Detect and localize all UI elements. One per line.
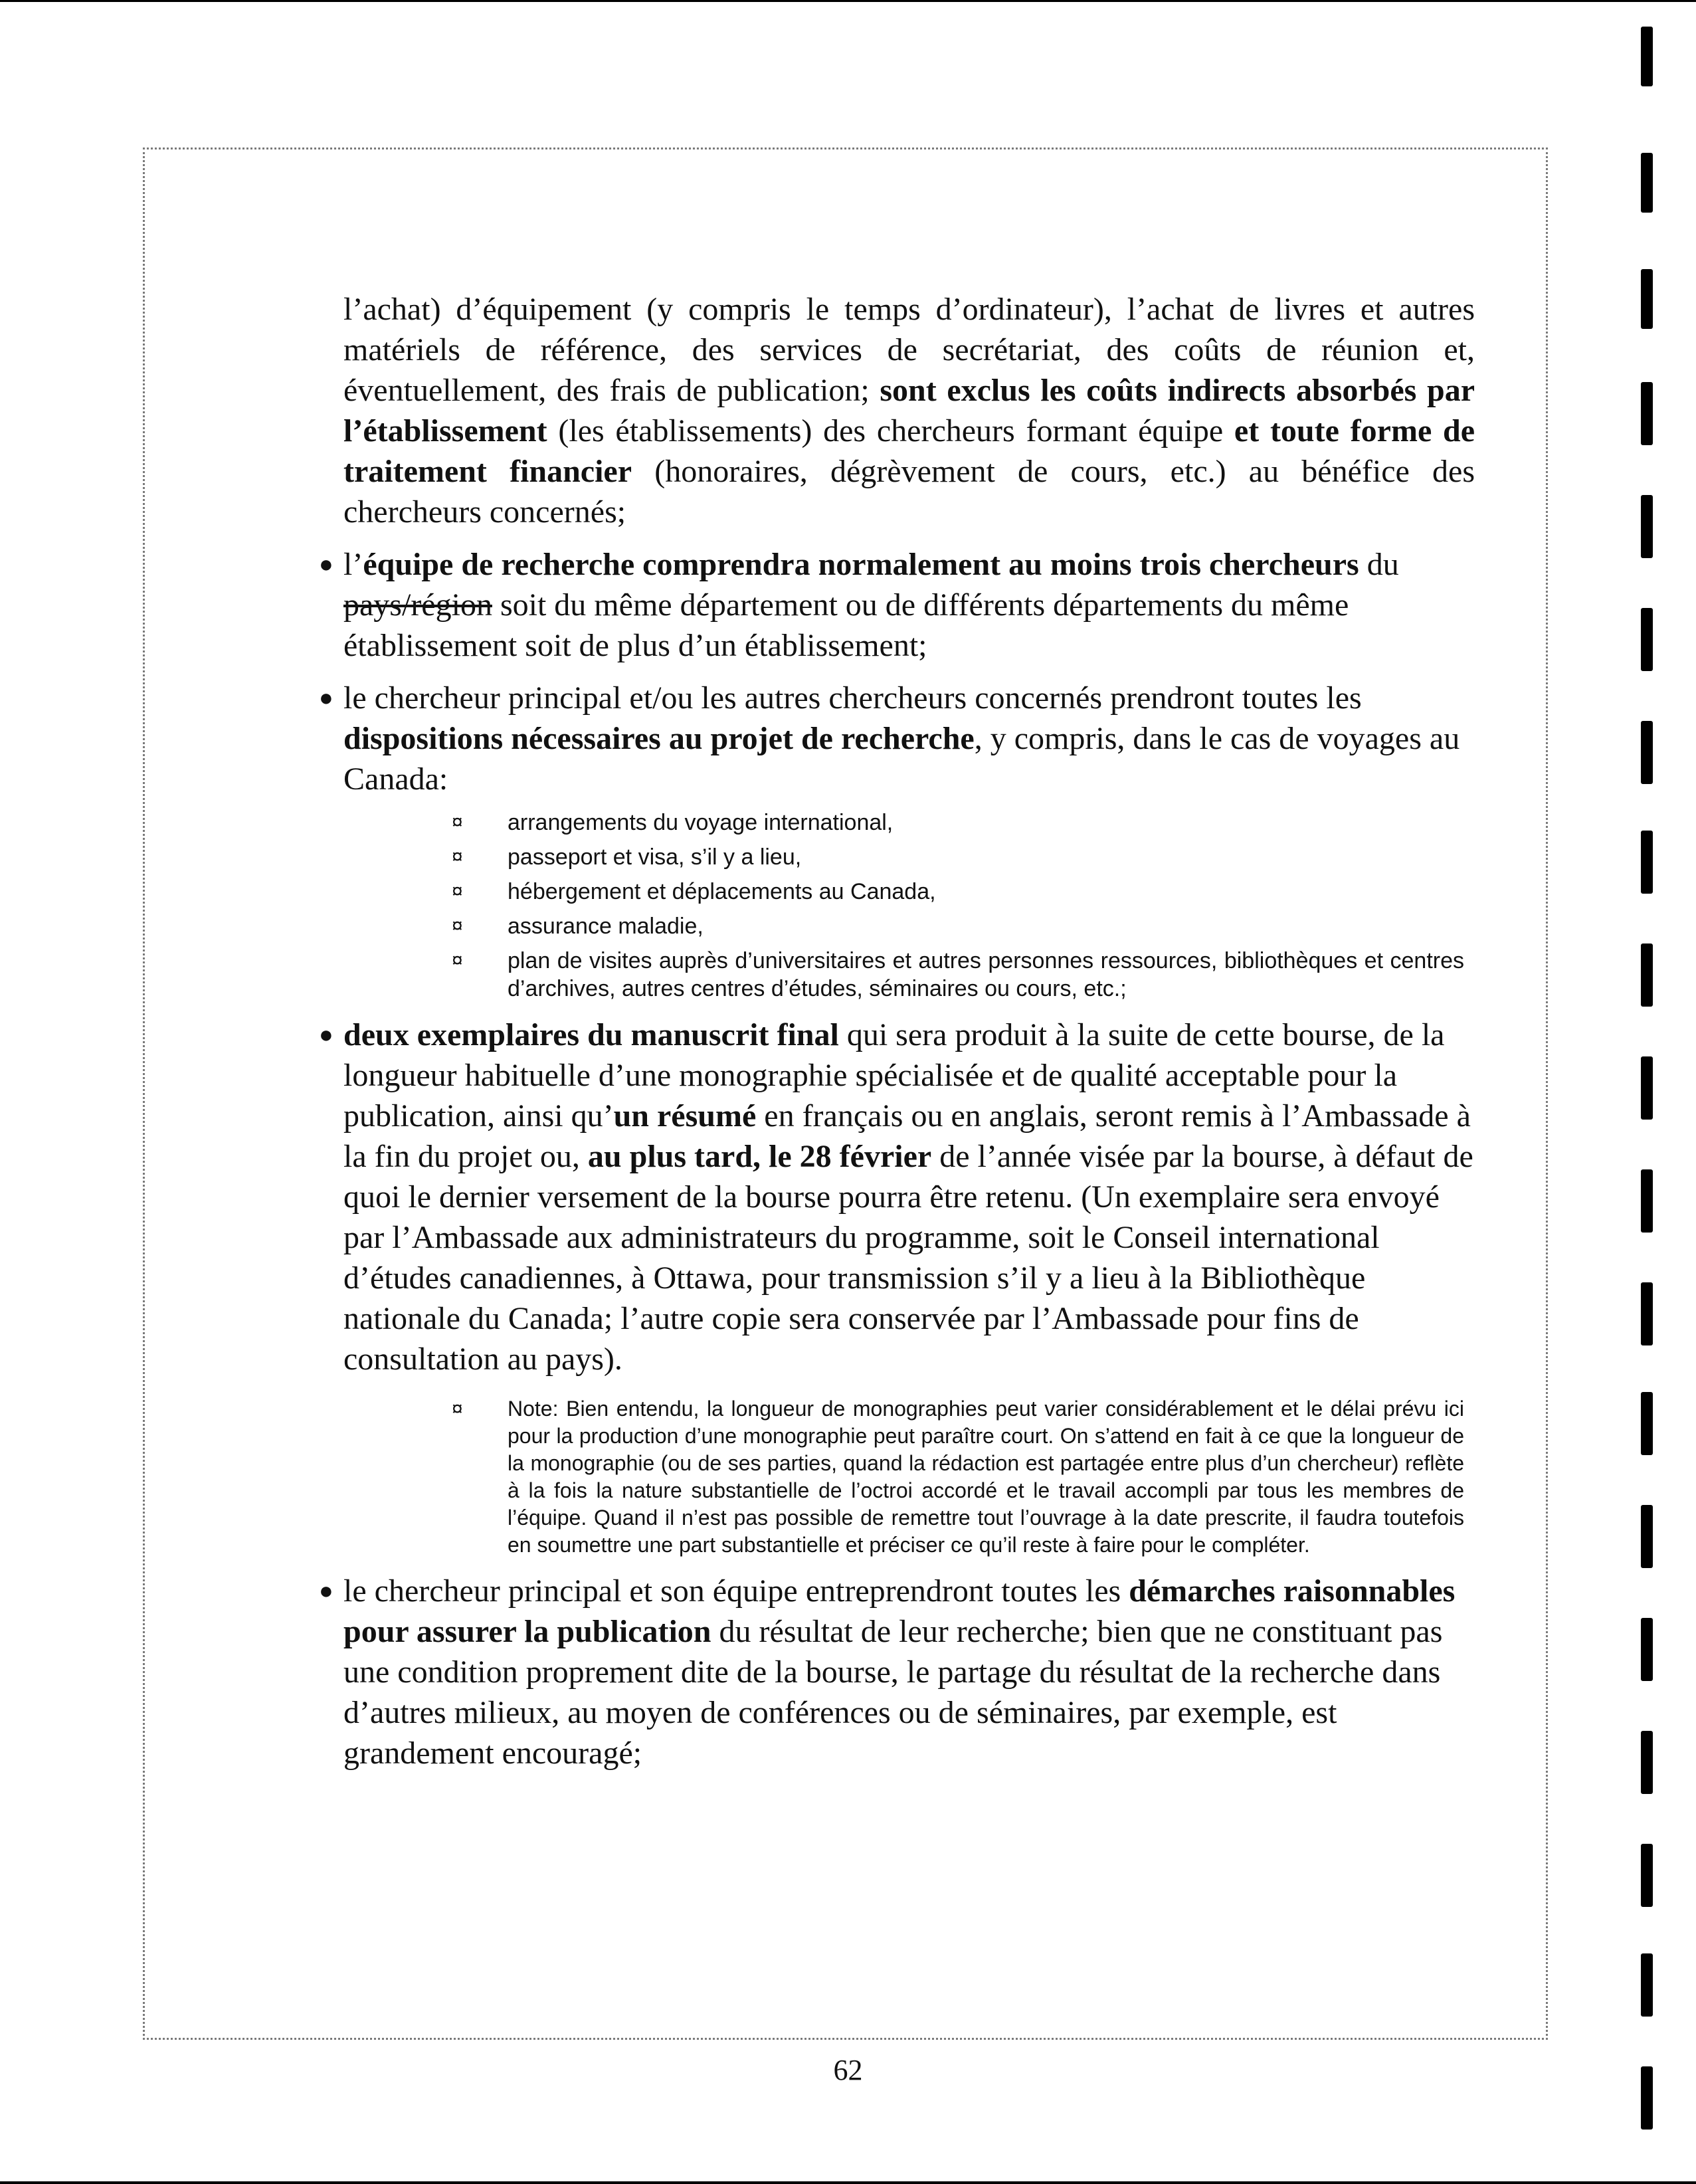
list-item (452, 947, 1464, 1003)
binding-hole-mark (1641, 1844, 1653, 1907)
bold-run: équipe de recherche comprendra normalement au moins trois chercheurs (363, 547, 1359, 582)
page-content (319, 289, 1475, 1773)
text-run: (les établissements) des chercheurs formant équipe (547, 413, 1234, 448)
binding-hole-mark (1641, 27, 1653, 86)
bullet-icon: ● (319, 684, 333, 711)
binding-hole-mark (1641, 1953, 1653, 2017)
text-run: qui sera produit à la suite de cette bourse, de la longueur habituelle d’une monographie spécialisée et de qualité acceptable pour la publication, ainsi qu’ (343, 1017, 1445, 1134)
bold-run: deux exemplaires du manuscrit final (343, 1017, 839, 1052)
scan-bottom-edge (0, 2181, 1696, 2184)
currency-sign-icon: ¤ (452, 846, 463, 868)
bullet-item-arrangements (319, 678, 1475, 799)
bold-run: dispositions nécessaires au projet de recherche (343, 721, 975, 756)
bold-run: et toute forme de traitement financier (343, 413, 1475, 489)
list-item-text: arrangements du voyage international, (508, 810, 894, 835)
scan-top-edge (0, 0, 1696, 2)
bullet-item-team (319, 544, 1475, 666)
text-run: soit du même département ou de différents départements du même établissement soit de plus d’un établissement; (343, 587, 1349, 663)
bullet-item-manuscript (319, 1015, 1475, 1379)
intro-paragraph (343, 289, 1475, 532)
bullet-icon: ● (319, 1577, 333, 1604)
text-run: le chercheur principal et son équipe entreprendront toutes les (343, 1573, 1129, 1609)
bold-run: démarches raisonnables pour assurer la publication (343, 1573, 1456, 1649)
binding-hole-mark (1641, 831, 1653, 894)
travel-arrangements-list (319, 809, 1475, 1003)
bullet-item-publication (319, 1571, 1475, 1773)
binding-hole-mark (1641, 608, 1653, 671)
binding-hole-mark (1641, 1056, 1653, 1120)
binding-hole-mark (1641, 1392, 1653, 1455)
binding-hole-mark (1641, 1618, 1653, 1681)
list-item (452, 912, 1464, 940)
currency-sign-icon: ¤ (452, 1398, 463, 1420)
list-item (452, 843, 1464, 871)
strikethrough-run: pays/région (343, 587, 492, 623)
text-run: (honoraires, dégrèvement de cours, etc.) au bénéfice des chercheurs concernés; (343, 454, 1475, 530)
page-number: 62 (833, 2054, 863, 2086)
binding-hole-mark (1641, 721, 1653, 784)
text-run: de l’année visée par la bourse, à défaut de quoi le dernier versement de la bourse pourra être retenu. (Un exemplaire sera envoyé par l’Ambassade aux administrateurs du programme, soit le Conseil international d’études canadiennes, à Ottawa, pour transmission s’il y a lieu à la Bibliothèque nationale du Canada; l’autre copie sera conservée par l’Ambassade pour fins de consultation au pays). (343, 1139, 1473, 1377)
binding-hole-mark (1641, 1731, 1653, 1794)
text-run: du (1359, 547, 1399, 582)
currency-sign-icon: ¤ (452, 949, 463, 971)
list-item (452, 878, 1464, 906)
note-block (452, 1395, 1464, 1559)
binding-hole-mark (1641, 269, 1653, 329)
text-run: le chercheur principal et/ou les autres chercheurs concernés prendront toutes les (343, 680, 1362, 716)
text-run: en français ou en anglais, seront remis à l’Ambassade à la fin du projet ou, (343, 1098, 1471, 1174)
note-text: Note: Bien entendu, la longueur de monographies peut varier considérablement et le délai prévu ici pour la production d’une monographie peut paraître court. On s’attend en fait à ce que la longueur de la monographie (ou de ses parties, quand la rédaction est partagée entre plus d’un chercheur) reflète à la fois la nature substantielle de l’octroi accordé et le travail accompli par tous les membres de l’équipe. Quand il n’est pas possible de remettre tout l’ouvrage à la date prescrite, il faudra toutefois en soumettre une part substantielle et préciser ce qu’il reste à faire pour le compléter. (508, 1397, 1464, 1557)
bullet-icon: ● (319, 1021, 333, 1048)
binding-hole-mark (1641, 1282, 1653, 1345)
list-item (452, 809, 1464, 837)
binding-hole-mark (1641, 1169, 1653, 1233)
list-item-text: plan de visites auprès d’universitaires et autres personnes ressources, bibliothèques et centres d’archives, autres centres d’études, séminaires ou cours, etc.; (508, 948, 1464, 1001)
currency-sign-icon: ¤ (452, 811, 463, 833)
list-item-text: passeport et visa, s’il y a lieu, (508, 844, 802, 870)
binding-hole-mark (1641, 1505, 1653, 1568)
binding-hole-mark (1641, 943, 1653, 1007)
text-run: l’ (343, 547, 363, 582)
bold-run: un résumé (613, 1098, 757, 1134)
text-run: l’achat) d’équipement (y compris le temps d’ordinateur), l’achat de livres et autres matériels de référence, des services de secrétariat, des coûts de réunion et, éventuellement, des frais de publication; (343, 292, 1475, 408)
binding-hole-mark (1641, 2066, 1653, 2130)
binding-hole-mark (1641, 382, 1653, 445)
text-run: , y compris, dans le cas de voyages au Canada: (343, 721, 1460, 797)
bold-run: au plus tard, le 28 février (587, 1139, 932, 1174)
bullet-icon: ● (319, 551, 333, 577)
currency-sign-icon: ¤ (452, 915, 463, 937)
bold-run: sont exclus les coûts indirects absorbés par l’établissement (343, 373, 1475, 448)
binding-hole-mark (1641, 495, 1653, 558)
binding-hole-mark (1641, 153, 1653, 213)
list-item-text: assurance maladie, (508, 914, 704, 939)
list-item-text: hébergement et déplacements au Canada, (508, 879, 936, 904)
text-run: du résultat de leur recherche; bien que ne constituant pas une condition proprement dite de la bourse, le partage du résultat de la recherche dans d’autres milieux, au moyen de conférences ou de séminaires, par exemple, est grandement encouragé; (343, 1614, 1443, 1771)
currency-sign-icon: ¤ (452, 880, 463, 902)
